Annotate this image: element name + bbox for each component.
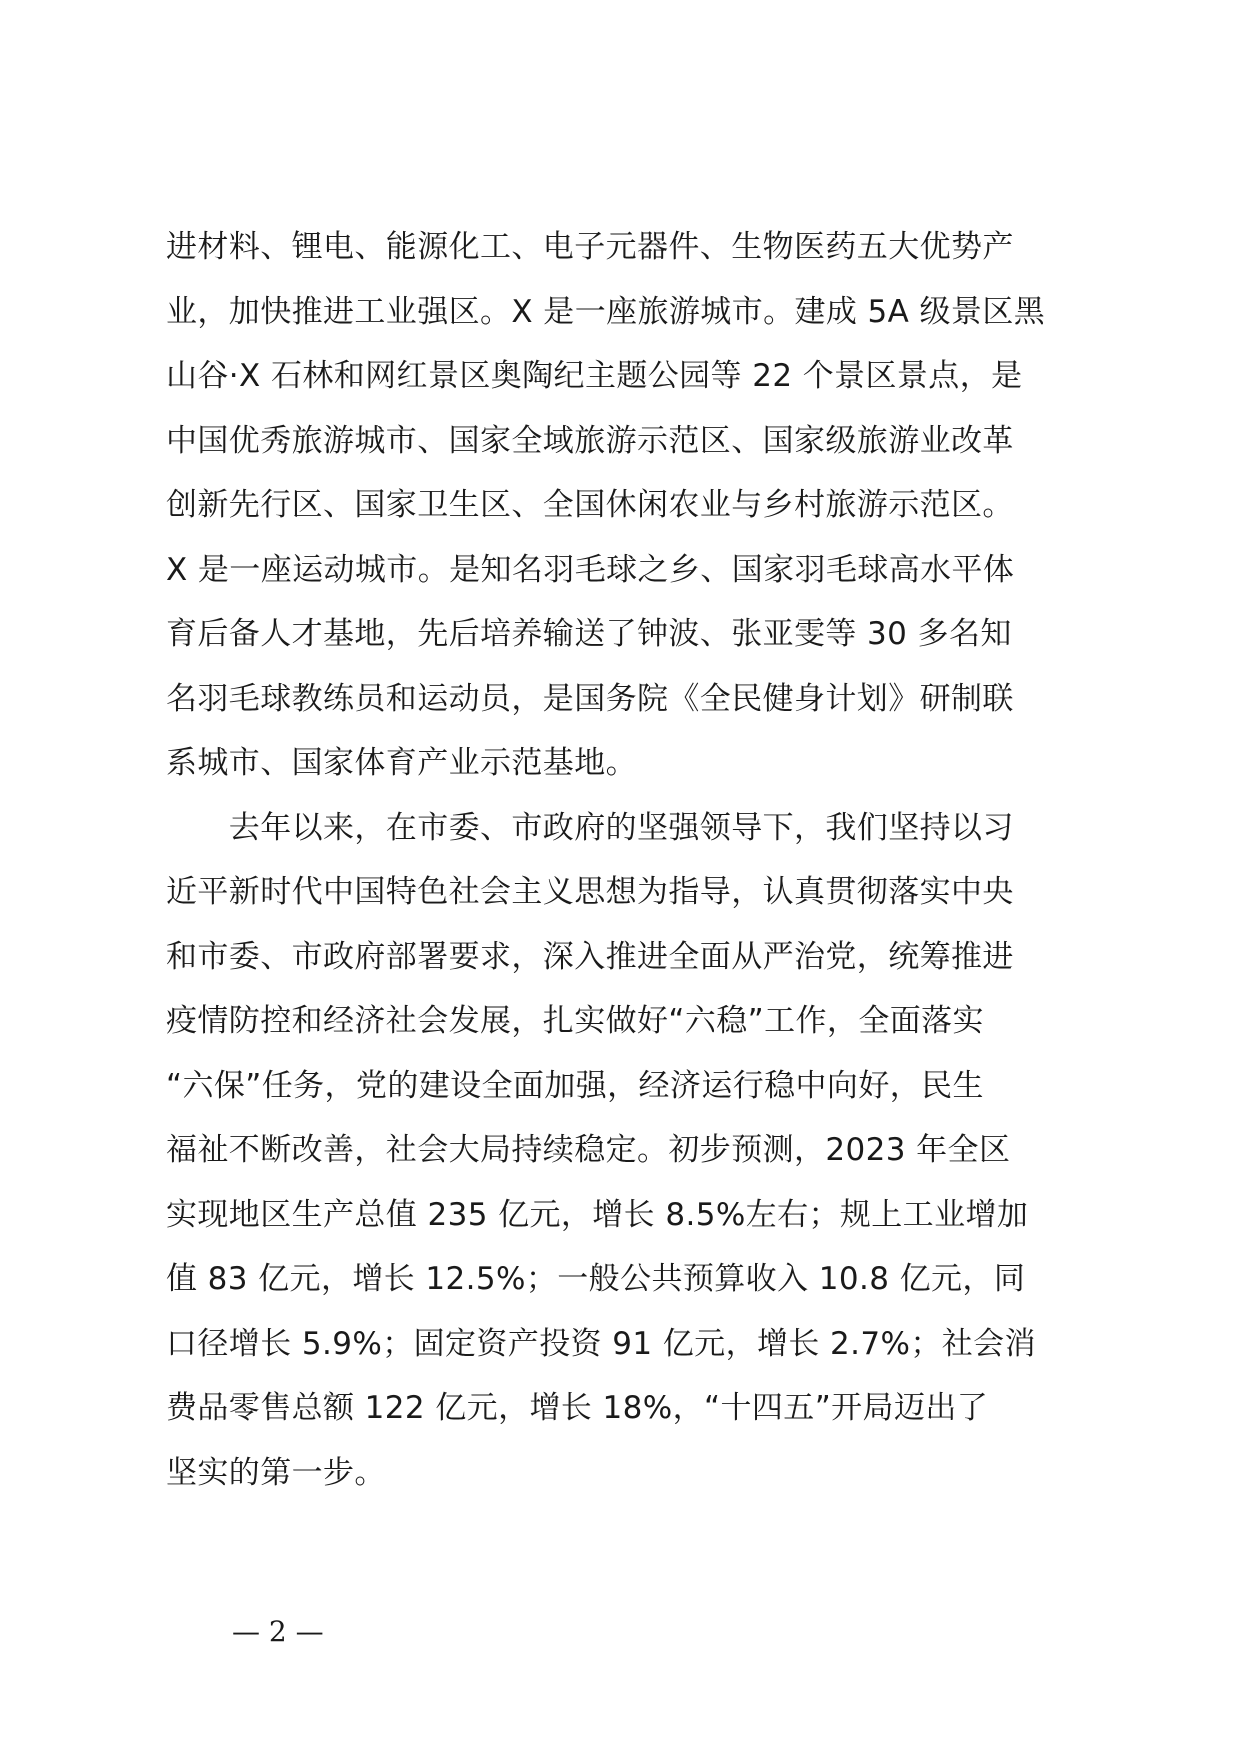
text-line: 名羽毛球教练员和运动员，是国务院《全民健身计划》研制联: [166, 680, 1014, 717]
text-line: 育后备人才基地，先后培养输送了钟波、张亚雯等 30 多名知: [166, 616, 1012, 652]
text-line: 山谷·X 石林和网红景区奥陶纪主题公园等 22 个景区景点，是: [166, 358, 1023, 394]
text-line: 进材料、锂电、能源化工、电子元器件、生物医药五大优势产: [166, 229, 1014, 265]
text-line: 创新先行区、国家卫生区、全国休闲农业与乡村旅游示范区。: [166, 487, 1014, 523]
text-line: 口径增长 5.9%；固定资产投资 91 亿元，增长 2.7%；社会消: [166, 1325, 1036, 1362]
text-line: 系城市、国家体育产业示范基地。: [166, 745, 637, 781]
text-line: 中国优秀旅游城市、国家全域旅游示范区、国家级旅游业改革: [166, 422, 1014, 459]
text-line: 福祉不断改善，社会大局持续稳定。初步预测，2023 年全区: [166, 1132, 1011, 1168]
text-line: 近平新时代中国特色社会主义思想为指导，认真贯彻落实中央: [166, 874, 1014, 910]
text-line: 业，加快推进工业强区。X 是一座旅游城市。建成 5A 级景区黑: [166, 293, 1046, 330]
text-line: 值 83 亿元，增长 12.5%；一般公共预算收入 10.8 亿元，同: [166, 1261, 1026, 1297]
text-line: 去年以来，在市委、市政府的坚强领导下，我们坚持以习: [166, 809, 1014, 846]
text-line: 坚实的第一步。: [166, 1454, 386, 1491]
text-line: “六保”任务，党的建设全面加强，经济运行稳中向好，民生: [166, 1067, 984, 1104]
text-line: 费品零售总额 122 亿元，增长 18%，“十四五”开局迈出了: [166, 1390, 989, 1426]
text-line: 和市委、市政府部署要求，深入推进全面从严治党，统筹推进: [166, 938, 1014, 975]
text-line: 实现地区生产总值 235 亿元，增长 8.5%左右；规上工业增加: [166, 1196, 1029, 1233]
body-text: [166, 215, 1096, 1505]
text-line: X 是一座运动城市。是知名羽毛球之乡、国家羽毛球高水平体: [166, 551, 1015, 588]
page-number: — 2 —: [232, 1615, 324, 1648]
text-line: 疫情防控和经济社会发展，扎实做好“六稳”工作，全面落实: [166, 1003, 984, 1039]
